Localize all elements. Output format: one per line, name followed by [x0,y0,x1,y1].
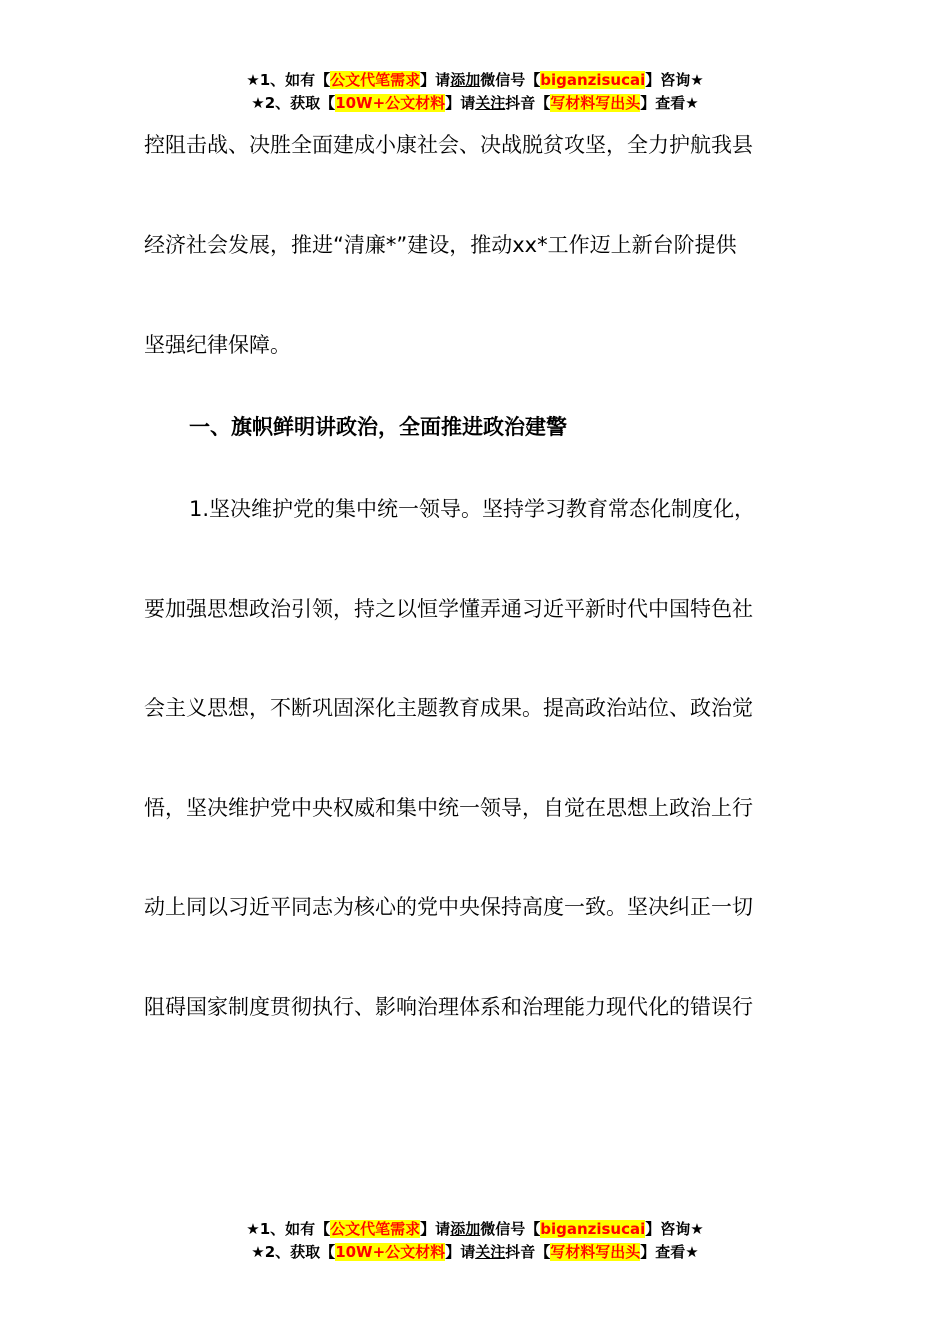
banner-text: 】请 [420,1220,451,1238]
body-text-line: 阻碍国家制度贯彻执行、影响治理体系和治理能力现代化的错误行 [144,995,753,1019]
footer-banner-line-2 [0,1241,950,1264]
banner-text: ★1、如有【 [246,1220,331,1238]
header-banner-line-1 [0,69,950,92]
banner-text: 】咨询★ [645,1220,704,1238]
banner-highlight: 10W+公文材料 [335,94,446,112]
body-text-line: 要加强思想政治引领，持之以恒学懂弄通习近平新时代中国特色社 [144,597,753,621]
banner-text: ★2、获取【 [251,94,336,112]
body-text-line: 1.坚决维护党的集中统一领导。坚持学习教育常态化制度化， [189,497,756,521]
banner-text: 微信号【 [480,71,541,89]
banner-text: 】请 [420,71,451,89]
banner-text: 抖音【 [505,94,551,112]
banner-underline: 关注 [475,94,506,112]
banner-text: 】查看★ [640,94,699,112]
body-text-line: 悟，坚决维护党中央权威和集中统一领导，自觉在思想上政治上行 [144,796,753,820]
body-text-line: 控阻击战、决胜全面建成小康社会、决战脱贫攻坚，全力护航我县 [144,133,753,157]
banner-text: 】查看★ [640,1243,699,1261]
section-heading: 一、旗帜鲜明讲政治，全面推进政治建警 [189,415,567,439]
banner-wechat-id: biganzisucai [540,1220,646,1238]
banner-highlight: 公文代笔需求 [330,1220,421,1238]
footer-banner [0,1218,950,1264]
banner-douyin-id: 写材料写出头 [550,94,641,112]
header-banner-line-2 [0,92,950,115]
body-text-line: 坚强纪律保障。 [144,333,291,357]
banner-text: 】咨询★ [645,71,704,89]
banner-text: 抖音【 [505,1243,551,1261]
banner-highlight: 公文代笔需求 [330,71,421,89]
banner-underline: 添加 [450,71,481,89]
banner-wechat-id: biganzisucai [540,71,646,89]
banner-text: 微信号【 [480,1220,541,1238]
banner-text: 】请 [445,94,476,112]
banner-text: ★2、获取【 [251,1243,336,1261]
banner-text: 】请 [445,1243,476,1261]
banner-douyin-id: 写材料写出头 [550,1243,641,1261]
body-text-line: 动上同以习近平同志为核心的党中央保持高度一致。坚决纠正一切 [144,895,753,919]
header-banner [0,69,950,115]
footer-banner-line-1 [0,1218,950,1241]
banner-highlight: 10W+公文材料 [335,1243,446,1261]
body-text-line: 经济社会发展，推进“清廉*”建设，推动xx*工作迈上新台阶提供 [144,233,737,257]
body-text-line: 会主义思想，不断巩固深化主题教育成果。提高政治站位、政治觉 [144,696,753,720]
banner-underline: 关注 [475,1243,506,1261]
banner-text: ★1、如有【 [246,71,331,89]
banner-underline: 添加 [450,1220,481,1238]
